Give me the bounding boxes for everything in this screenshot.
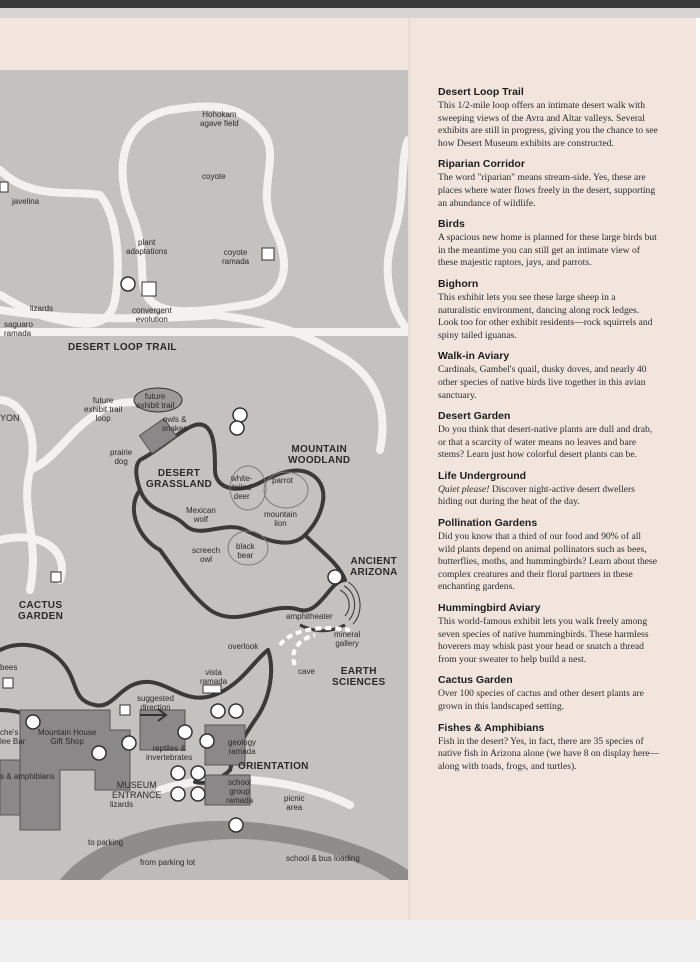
map-label-earth-sciences: EARTH SCIENCES [332, 666, 386, 688]
map-label-geology-ramada: geology ramada [228, 738, 257, 756]
map-label-prairie-dog: prairie dog [110, 448, 133, 466]
map-label-picnic-area: picnic area [284, 794, 305, 812]
map-label-cave: cave [298, 667, 315, 676]
map-label-hohokam: Hohokam agave field [200, 110, 239, 128]
guide-entry-text: The word "riparian" means stream-side. Yes, these are places where water flows freely in the desert, supporting an abundance of wildlife. [438, 172, 656, 209]
guide-entry-title: Riparian Corridor [438, 158, 525, 171]
map-label-saguaro-ramada: saguaro ramada [4, 320, 33, 338]
guide-entry-title: Birds [438, 218, 465, 231]
map-label-school-bus: school & bus loading [286, 854, 360, 863]
exhibit-guide [438, 86, 660, 781]
map-label-coyote-ramada: coyote ramada [222, 248, 250, 266]
guide-entry [438, 602, 660, 666]
guide-entry-title: Pollination Gardens [438, 517, 538, 530]
guide-entry-emphasis: Quiet please! [438, 483, 490, 495]
map-label-museum-entrance: MUSEUM ENTRANCE [112, 780, 162, 800]
guide-entry-text: Cardinals, Gambel's quail, dusky doves, and nearly 40 other species of native birds live together in this avian sanctuary. [438, 364, 647, 401]
guide-entry [438, 86, 660, 150]
guide-entry [438, 674, 660, 713]
guide-entry-text: This world-famous exhibit lets you walk freely among seven species of native hummingbirds. These harmless hoverers may whisk past your head or snatch a thread from your sweater to help build a nest. [438, 616, 649, 665]
guide-entry [438, 278, 660, 342]
guide-entry-text-rest: Discover night-active desert dwellers hiding out during the heat of the day. [438, 483, 635, 508]
map-label-gift-shop: Mountain House Gift Shop [38, 728, 97, 746]
guide-entry [438, 470, 660, 509]
map-label-owls-snakes: owls & snakes [162, 415, 188, 433]
map-label-ancient-arizona: ANCIENT ARIZONA [350, 556, 398, 578]
map-label-orientation: ORIENTATION [238, 761, 309, 772]
guide-entry [438, 218, 660, 270]
guide-entry-title: Hummingbird Aviary [438, 602, 541, 615]
guide-entry-text: This exhibit lets you see these large sheep in a naturalistic environment, dancing along rock ledges. Look too for other exhibit residents—rock squirrels and spiny tailed iguanas. [438, 291, 653, 341]
guide-entry [438, 410, 660, 462]
map-label-javelina: javelina [12, 197, 40, 206]
map-label-desert-grassland: DESERT GRASSLAND [146, 468, 213, 490]
map-label-from-parking: from parking lot [140, 858, 196, 867]
guide-entry-text [438, 484, 660, 509]
guide-entry-text: This 1/2-mile loop offers an intimate desert walk with sweeping views of the Avra and Altar valleys. Several exhibits are still in progress, giving you the chance to see how Desert Museum exhibits are constructed. [438, 100, 658, 149]
guide-entry [438, 350, 660, 402]
guide-entry-text: A spacious new home is planned for these large birds but in the meantime you can still get an intimate view of these majestic raptors, jays, and parrots. [438, 232, 657, 269]
guide-entry [438, 517, 660, 594]
map-label-overlook: overlook [228, 642, 259, 651]
map-label-screech-owl: screech owl [192, 546, 221, 564]
map-label-future-exhibit-trail: future exhibit trail [136, 392, 175, 410]
map-label-school-group: school group ramada [226, 778, 254, 805]
scan-edge-strip [0, 8, 700, 18]
map-label-amphitheater: amphitheater [286, 612, 333, 621]
museum-map [0, 70, 408, 880]
map-label-parrot: parrot [272, 476, 293, 485]
map-label-black-bear: black bear [236, 542, 255, 560]
map-label-convergent: convergent evolution [132, 306, 172, 324]
map-label-mineral-gallery: mineral gallery [334, 630, 361, 648]
map-label-to-parking: to parking [88, 838, 124, 847]
map-label-cactus-garden: CACTUS GARDEN [18, 600, 64, 622]
page-fold [408, 18, 410, 920]
map-label-future-exhibit: future exhibit trail loop [84, 396, 123, 423]
scan-edge-bottom [0, 920, 700, 962]
guide-entry-title: Desert Loop Trail [438, 86, 524, 98]
map-label-yon: YON [0, 413, 20, 423]
guide-entry [438, 722, 660, 774]
map-label-suggested-direction: suggested direction [137, 694, 174, 712]
map-label-amphibians: s & amphibians [0, 772, 55, 781]
map-label-mexican-wolf: Mexican wolf [186, 506, 216, 524]
map-label-vista-ramada: vista ramada [200, 668, 228, 686]
guide-entry-title: Walk-in Aviary [438, 350, 510, 363]
map-title-desert-loop: DESERT LOOP TRAIL [68, 342, 177, 353]
map-label-lizards-bottom: lizards [110, 800, 134, 809]
map-label-reptiles: reptiles & invertebrates [146, 744, 193, 762]
guide-entry-title: Bighorn [438, 277, 479, 290]
map-label-mountain-woodland: MOUNTAIN WOODLAND [288, 444, 351, 466]
map-label-white-tailed-deer: white- tailed deer [231, 474, 253, 501]
map-label-bees: bees [0, 663, 18, 672]
map-label-mountain-lion: mountain lion [264, 510, 297, 528]
guide-entry-text: Fish in the desert? Yes, in fact, there are 35 species of native fish in Arizona alone (we have 8 on display here—along with toads, frogs, and turtles). [438, 735, 660, 772]
guide-entry-text: Did you know that a third of our food and 90% of all wild plants depend on animal pollinators such as bees, butterflies, moths, and hummingbirds? Learn about these complex creatures and their floral partners in these enchanting gardens. [438, 531, 658, 593]
guide-entry-text: Over 100 species of cactus and other desert plants are grown in this landscaped setting. [438, 688, 644, 712]
map-label-plant-adaptations: plant adaptations [126, 238, 168, 256]
guide-entry-title: Desert Garden [438, 410, 511, 423]
guide-entry-title: Life Underground [438, 469, 527, 482]
scan-edge-top [0, 0, 700, 8]
guide-entry-text: Do you think that desert-native plants are dull and drab, or that a scarcity of water means no leaves and bare stems? Learn just how colorful desert plants can be. [438, 424, 653, 461]
map-label-lizards: lizards [30, 304, 54, 313]
guide-entry [438, 158, 660, 210]
guide-entry-title: Cactus Garden [438, 674, 513, 687]
map-label-ches-lee: che's lee Bar [0, 728, 26, 746]
map-label-coyote: coyote [202, 172, 226, 181]
guide-entry-title: Fishes & Amphibians [438, 721, 545, 734]
